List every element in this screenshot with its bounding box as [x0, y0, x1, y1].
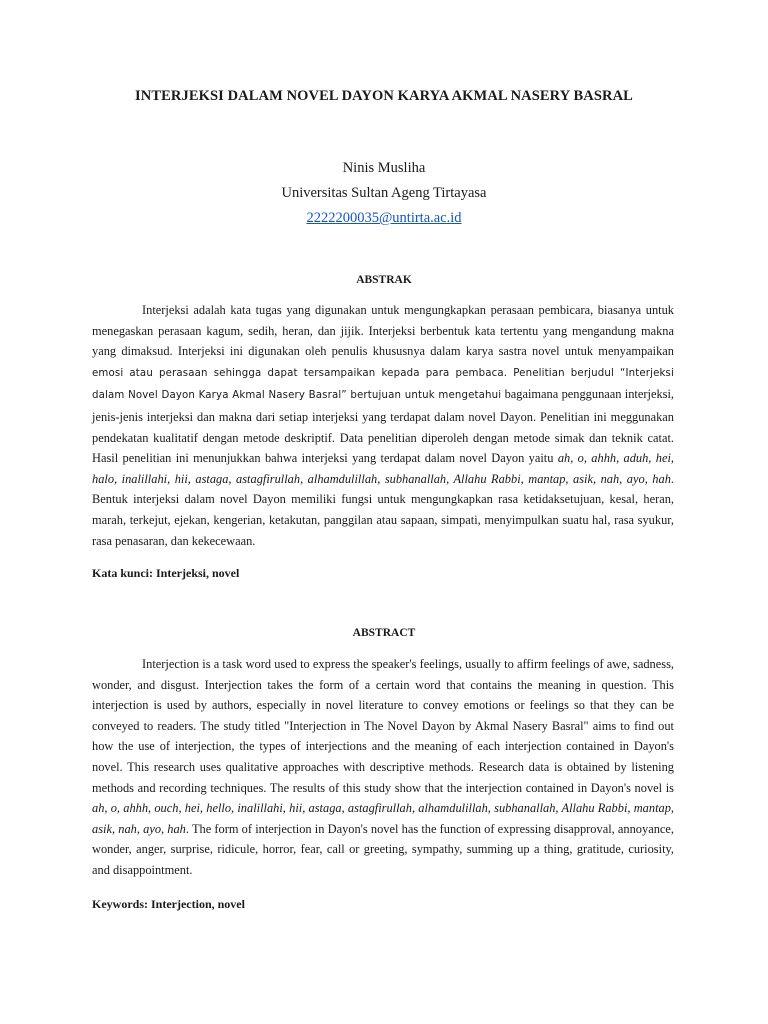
abstrak-text-3: bagaimana penggunaan interjeksi, jenis-jenis interjeksi dan makna dari setiap interjeksi yang terdapat dalam novel Dayon. Penelitian ini meggunakan pendekatan kualitatif dengan metode deskriptif. Data penelitian diperoleh dengan metode simak dan teknik catat. Hasil penelitian ini menunjukkan bahwa interjeksi yang terdapat dalam novel Dayon yaitu [92, 387, 674, 466]
abstrak-heading: ABSTRAK [356, 274, 412, 286]
abstrak-body [92, 300, 674, 551]
abstract-interjection-list: ah, o, ahhh, ouch, hei, hello, inalillahi, hii, astaga, astagfirullah, alhamdulillah, subhanallah, Allahu Rabbi, mantap, asik, nah, ayo, hah [92, 801, 674, 836]
abstract-body [92, 654, 674, 881]
paper-title: INTERJEKSI DALAM NOVEL DAYON KARYA AKMAL NASERY BASRAL [135, 88, 633, 104]
abstract-text-3: . The form of interjection in Dayon's novel has the function of expressing disapproval, annoyance, wonder, anger, surprise, ridicule, horror, fear, call or greeting, sympathy, summing up a thing, gratitude, curiosity, and disappointment. [92, 821, 674, 877]
abstract-keywords: Keywords: Interjection, novel [92, 897, 245, 911]
abstract-text-1: Interjection is a task word used to express the speaker's feelings, usually to affirm feelings of awe, sadness, wonder, and disgust. Interjection takes the form of a certain word that contains the meaning in question. This interjection is used by authors, especially in novel literature to convey emotions or feelings so that they can be conveyed to readers. The study titled "Interjection in The Novel Dayon by Akmal Nasery Basral" aims to find out how the use of interjection, the types of interjections and the meaning of each interjection contained in Dayon's novel. This research uses qualitative approaches with descriptive methods. Research data is obtained by listening methods and recording techniques. The results of this study show that the interjection contained in Dayon's novel is [92, 657, 674, 795]
abstrak-text-1: Interjeksi adalah kata tugas yang digunakan untuk mengungkapkan perasaan pembicara, biasanya untuk menegaskan perasaan kagum, sedih, heran, dan jijik. Interjeksi berbentuk kata tertentu yang mengandung makna yang dimaksud. Interjeksi ini digunakan oleh penulis khususnya dalam karya sastra novel untuk menyampaikan [92, 303, 674, 359]
abstract-paragraph [92, 654, 674, 881]
author-email-link[interactable]: 2222200035@untirta.ac.id [306, 210, 462, 226]
abstract-heading: ABSTRACT [352, 627, 416, 639]
author-affiliation: Universitas Sultan Ageng Tirtayasa [281, 185, 487, 201]
abstrak-text-2: emosi atau perasaan sehingga dapat tersampaikan kepada para pembaca. Penelitian berjudul “Interjeksi dalam Novel Dayon Karya Akmal Nasery Basral” bertujuan untuk mengetahui [92, 367, 674, 402]
author-name: Ninis Musliha [342, 160, 426, 176]
abstrak-interjection-list: ah, o, ahhh, aduh, hei, halo, inalillahi, hii, astaga, astagfirullah, alhamdulillah, subhanallah, Allahu Rabbi, mantap, asik, nah, ayo, hah [92, 451, 674, 486]
abstrak-text-5: . Bentuk interjeksi dalam novel Dayon memiliki fungsi untuk mengungkapkan rasa ketidaksetujuan, kesal, heran, marah, terkejut, ejekan, kengerian, ketakutan, panggilan atau sapaan, simpati, menyimpulkan suatu hal, rasa syukur, rasa penasaran, dan kekecewaan. [92, 471, 674, 548]
abstrak-paragraph [92, 300, 674, 551]
author-block [0, 156, 768, 231]
abstrak-keywords: Kata kunci: Interjeksi, novel [92, 566, 240, 580]
